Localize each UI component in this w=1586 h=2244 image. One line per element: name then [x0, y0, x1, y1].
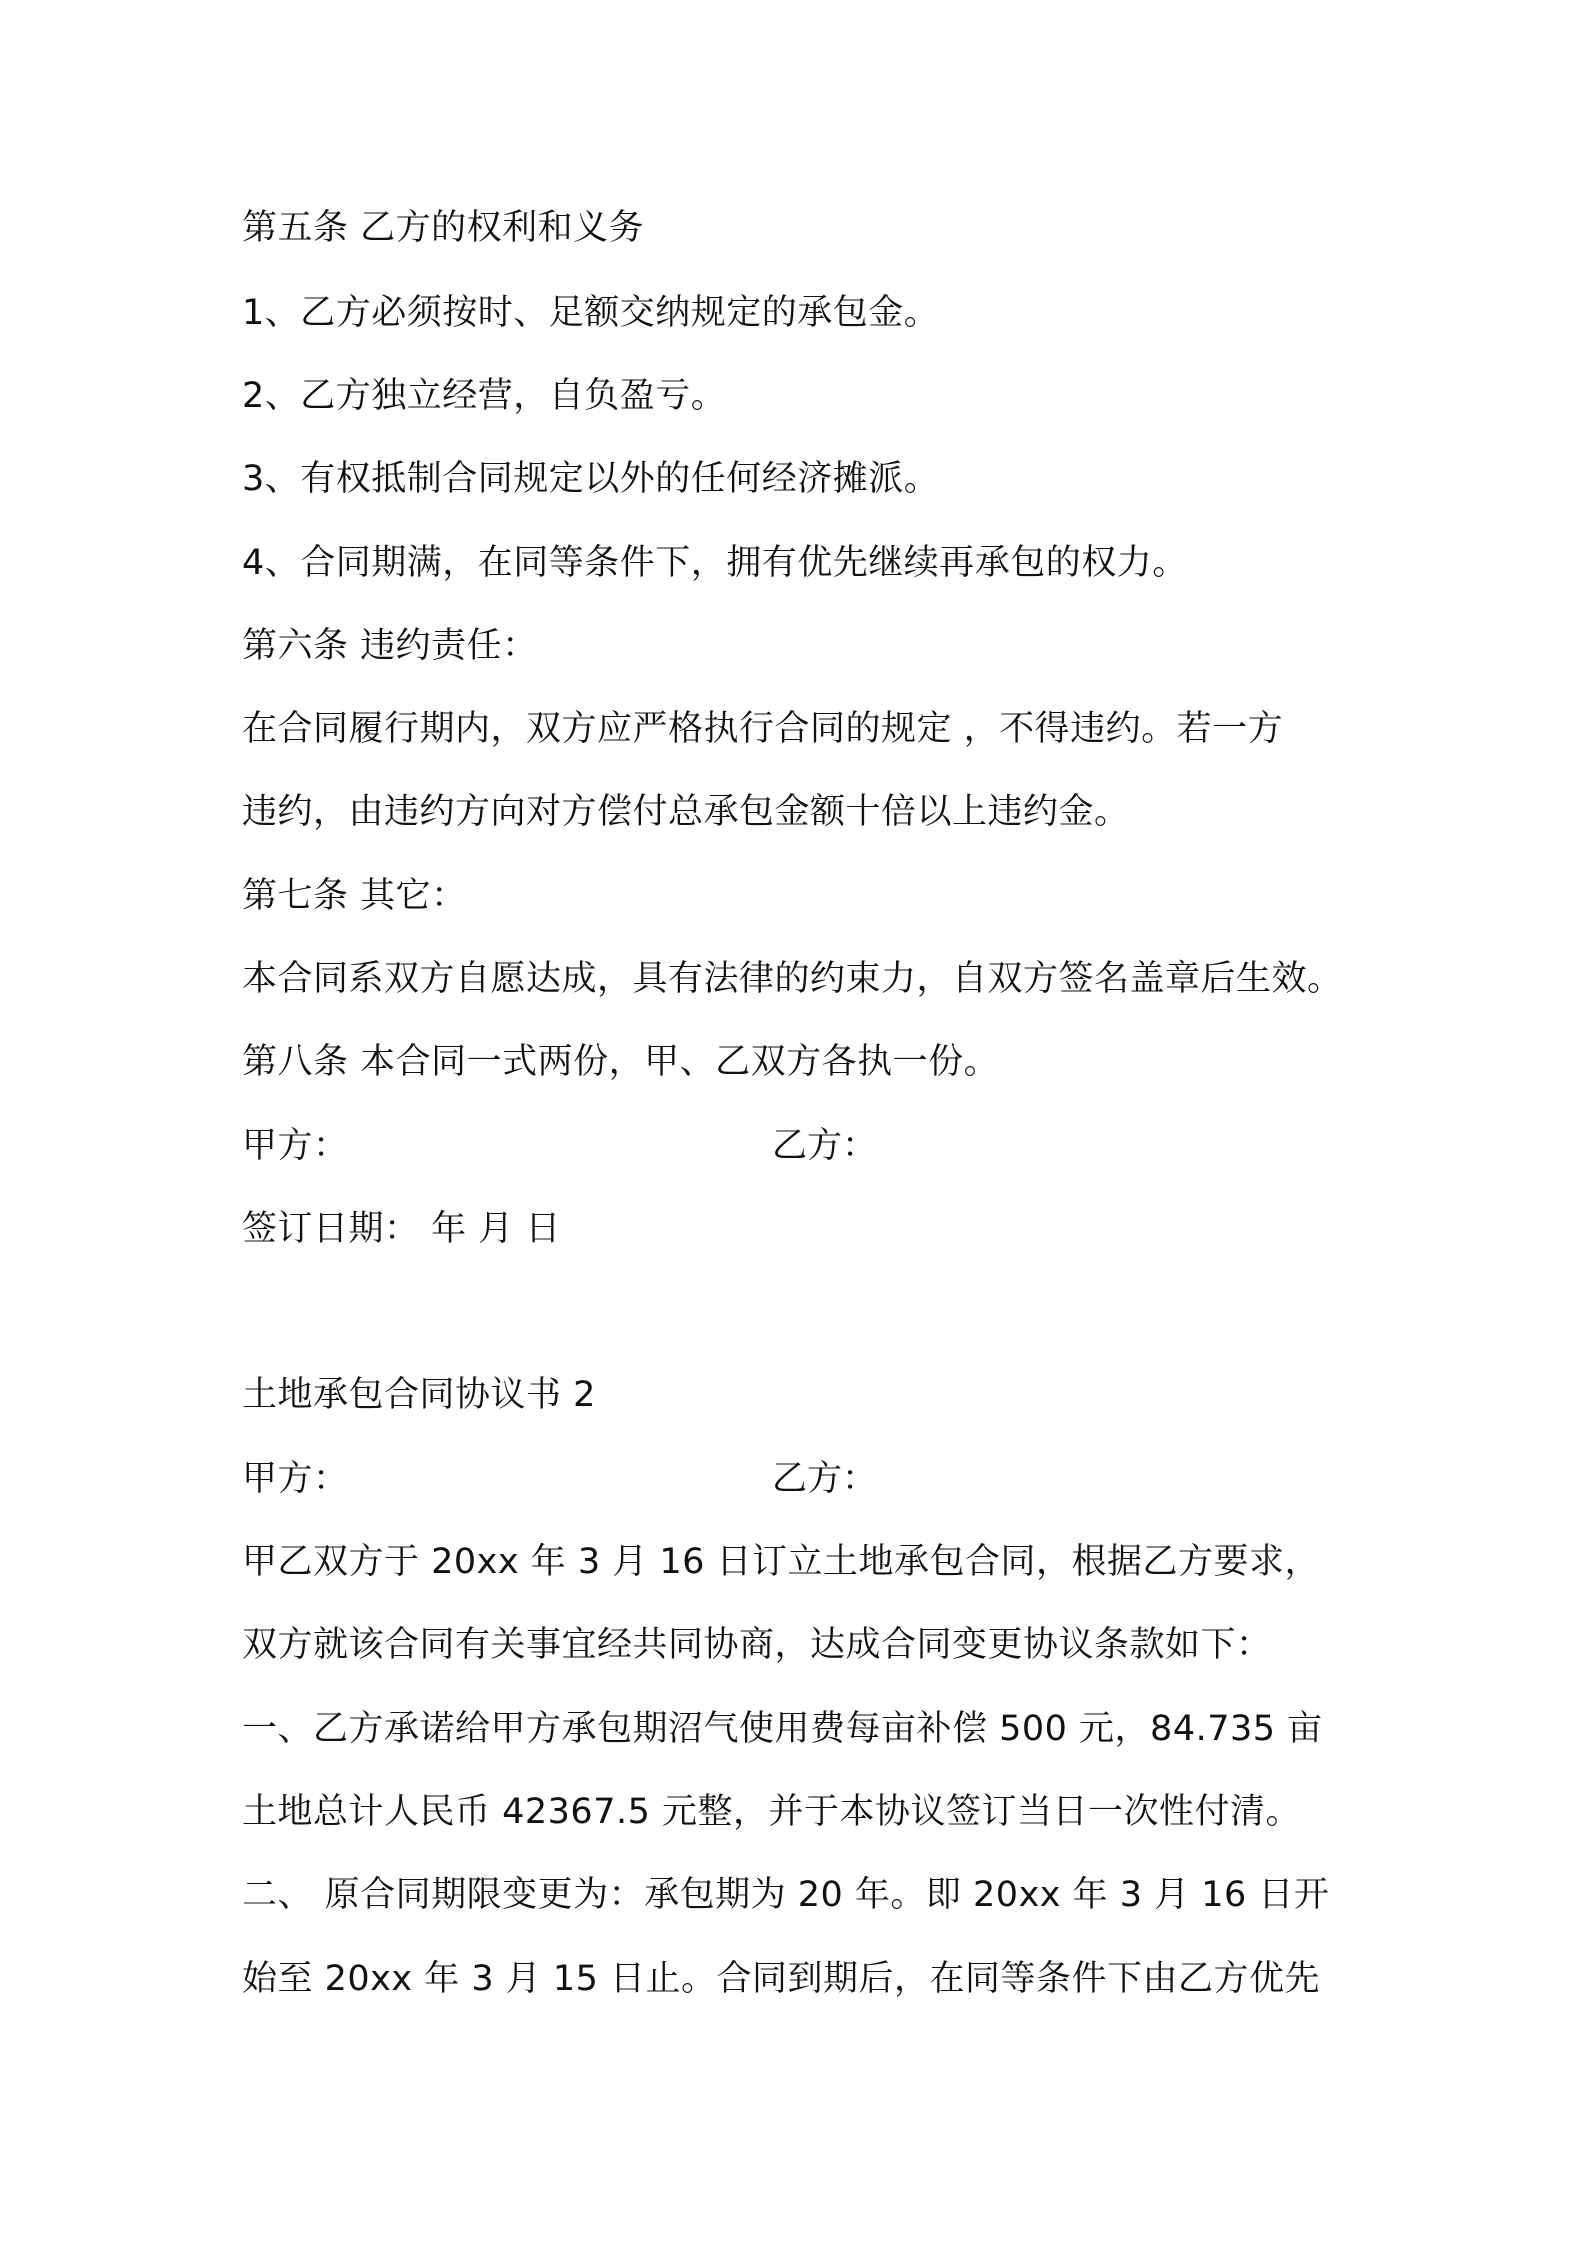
agreement-2-title: 土地承包合同协议书 2	[242, 1375, 596, 1415]
clause-2-line-2: 始至 20xx 年 3 月 15 日止。合同到期后，在同等条件下由乙方优先	[242, 1959, 1321, 1999]
article-5-item-1: 1、乙方必须按时、足额交纳规定的承包金。	[242, 293, 940, 333]
article-8-text: 第八条 本合同一式两份，甲、乙双方各执一份。	[242, 1042, 1000, 1082]
signature-party-b: 乙方：	[772, 1126, 878, 1166]
article-5-item-3: 3、有权抵制合同规定以外的任何经济摊派。	[242, 459, 940, 499]
agreement-2-party-b: 乙方：	[772, 1459, 878, 1499]
clause-1-line-2: 土地总计人民币 42367.5 元整，并于本协议签订当日一次性付清。	[242, 1792, 1301, 1832]
article-5-heading: 第五条 乙方的权利和义务	[242, 208, 645, 248]
clause-1-line-1: 一、乙方承诺给甲方承包期沼气使用费每亩补偿 500 元，84.735 亩	[242, 1709, 1323, 1749]
agreement-2-intro-line-2: 双方就该合同有关事宜经共同协商，达成合同变更协议条款如下：	[242, 1625, 1272, 1665]
agreement-2-intro-line-1: 甲乙双方于 20xx 年 3 月 16 日订立土地承包合同，根据乙方要求，	[242, 1542, 1321, 1582]
clause-2-line-1: 二、 原合同期限变更为：承包期为 20 年。即 20xx 年 3 月 16 日开	[242, 1875, 1330, 1915]
signature-party-a: 甲方：	[242, 1126, 349, 1166]
article-5-item-4: 4、合同期满，在同等条件下，拥有优先继续再承包的权力。	[242, 543, 1188, 583]
article-7-text: 本合同系双方自愿达成，具有法律的约束力，自双方签名盖章后生效。	[242, 959, 1343, 999]
article-6-text-line-1: 在合同履行期内，双方应严格执行合同的规定 ，不得违约。若一方	[242, 709, 1284, 749]
signing-date: 签订日期： 年 月 日	[242, 1209, 561, 1249]
agreement-2-party-a: 甲方：	[242, 1459, 349, 1499]
article-5-item-2: 2、乙方独立经营，自负盈亏。	[242, 376, 727, 416]
article-6-text-line-2: 违约，由违约方向对方偿付总承包金额十倍以上违约金。	[242, 792, 1130, 832]
article-7-heading: 第七条 其它：	[242, 876, 467, 916]
article-6-heading: 第六条 违约责任：	[242, 626, 538, 666]
